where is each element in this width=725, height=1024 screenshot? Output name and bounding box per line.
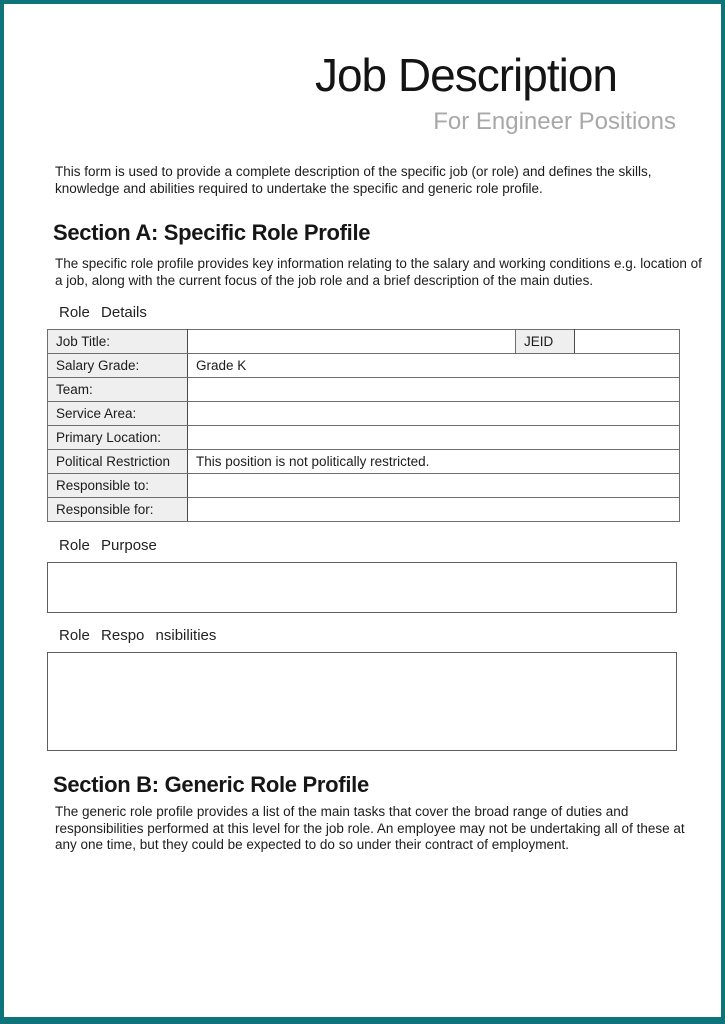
political-restriction-value: This position is not politically restricted. xyxy=(188,450,680,474)
section-a-description: The specific role profile provides key information relating to the salary and working conditions e.g. location of a job, along with the current focus of the job role and a brief description of the main duties. xyxy=(55,256,702,288)
role-responsibilities-label: Role Respo nsibilities xyxy=(59,627,217,644)
table-row-salary-grade xyxy=(48,354,680,378)
service-area-field[interactable] xyxy=(188,402,680,426)
table-row-responsible-to xyxy=(48,474,680,498)
section-a-heading: Section A: Specific Role Profile xyxy=(53,220,371,245)
document-subtitle: For Engineer Positions xyxy=(433,108,676,135)
responsible-for-label: Responsible for: xyxy=(48,498,188,522)
table-row-job-title xyxy=(48,330,680,354)
document-title: Job Description xyxy=(314,49,617,101)
primary-location-field[interactable] xyxy=(188,426,680,450)
table-row-team xyxy=(48,378,680,402)
table-row-responsible-for xyxy=(48,498,680,522)
responsible-to-field[interactable] xyxy=(188,474,680,498)
team-field[interactable] xyxy=(188,378,680,402)
salary-grade-value: Grade K xyxy=(188,354,680,378)
role-details-label: Role Details xyxy=(59,304,147,321)
table-row-primary-location xyxy=(48,426,680,450)
jeid-label: JEID xyxy=(516,330,575,354)
section-b-heading: Section B: Generic Role Profile xyxy=(53,772,369,797)
responsible-to-label: Responsible to: xyxy=(48,474,188,498)
service-area-label: Service Area: xyxy=(48,402,188,426)
political-restriction-label: Political Restriction xyxy=(48,450,188,474)
job-title-label: Job Title: xyxy=(48,330,188,354)
role-purpose-field[interactable] xyxy=(47,562,677,613)
salary-grade-label: Salary Grade: xyxy=(48,354,188,378)
role-responsibilities-field[interactable] xyxy=(47,652,677,751)
team-label: Team: xyxy=(48,378,188,402)
table-row-political-restriction xyxy=(48,450,680,474)
role-purpose-label: Role Purpose xyxy=(59,537,157,554)
job-title-field[interactable] xyxy=(188,330,516,354)
intro-text: This form is used to provide a complete description of the specific job (or role) and defines the skills, knowledge and abilities required to undertake the specific and generic role profile. xyxy=(55,164,652,196)
responsible-for-field[interactable] xyxy=(188,498,680,522)
table-row-service-area xyxy=(48,402,680,426)
jeid-field[interactable] xyxy=(575,330,680,354)
primary-location-label: Primary Location: xyxy=(48,426,188,450)
section-b-description: The generic role profile provides a list of the main tasks that cover the broad range of duties and responsibilities performed at this level for the job role. An employee may not be undertaking all of these at any one time, but they could be expected to do so under their contract of employment. xyxy=(55,804,685,852)
role-details-table xyxy=(47,329,680,522)
